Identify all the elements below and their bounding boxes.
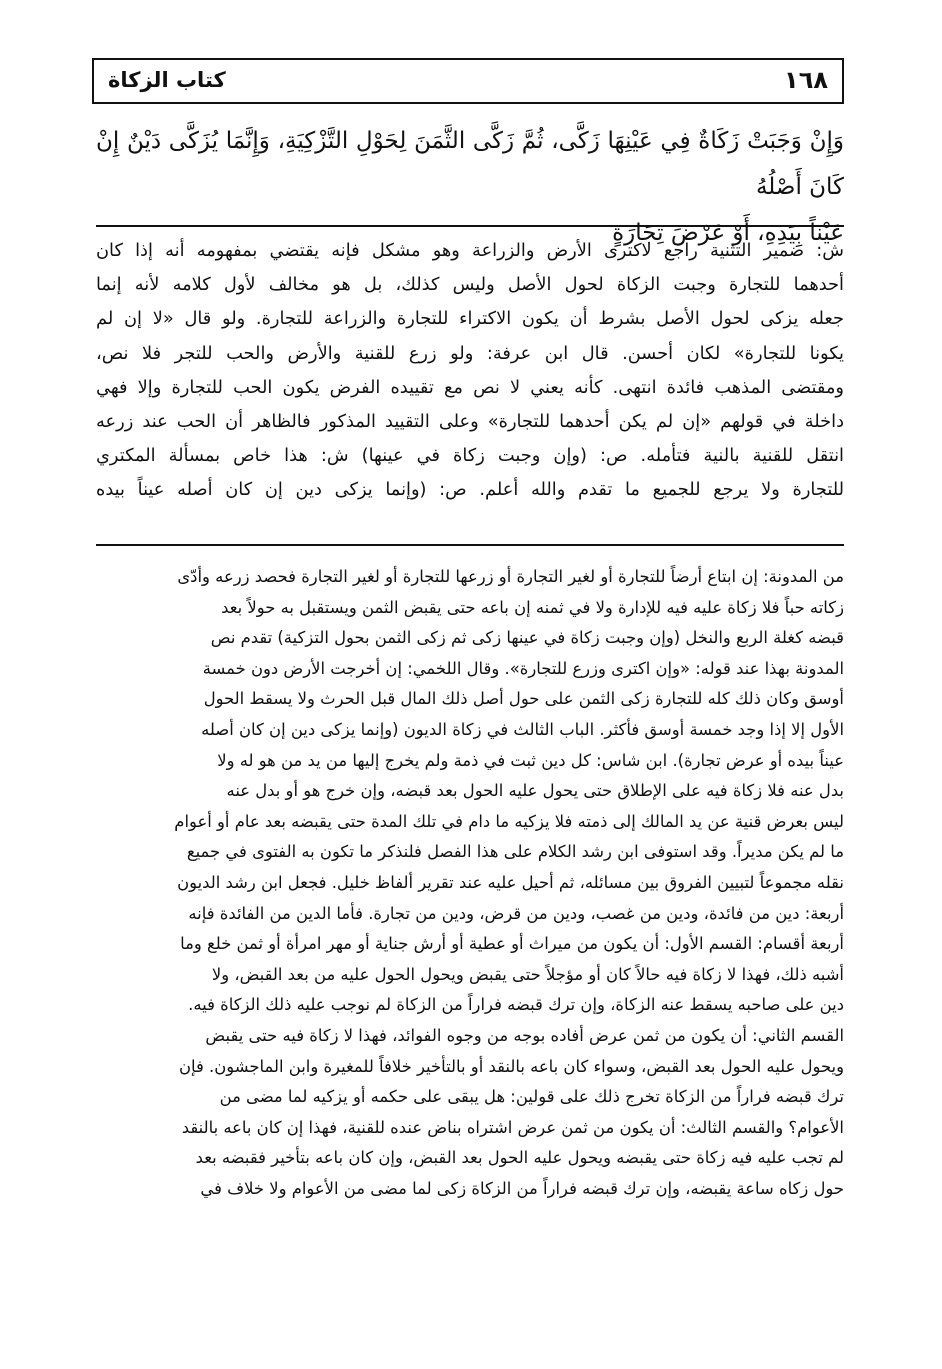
hashiya-line: ويحول عليه الحول بعد القبض، وسواء كان باعه بالنقد أو بالتأخير خلافاً للمغيرة وابن الماجشون. فإن	[178, 1056, 844, 1076]
sharh-line: انتقل للقنية بالنية فتأمله. ص: (وإن وجبت زكاة في عينها) ش: هذا خاص بمسألة المكتري	[96, 445, 844, 467]
hashiya-line: حول زكاه ساعة يقبضه، وإن ترك قبضه فراراً من الزكاة زكى لما مضى من الأعوام ولا خلاف في	[200, 1178, 844, 1198]
sharh-line: جعله يزكى لحول الأصل بشرط أن يكون الاكتراء للتجارة والزراعة للتجارة. ولو قال «لا إن لم	[96, 308, 844, 330]
page-header	[92, 58, 844, 104]
hashiya-line: زكاته حباً فلا زكاة عليه فيه للإدارة ولا في ثمنه إن باعه حتى يقبض الثمن ويستقبل به حولاً بعد	[221, 597, 844, 617]
hashiya-line: نقله مجموعاً لتبيين الفروق بين مسائله، ثم أحيل عليه عند تقرير ألفاظ خليل. فجعل ابن رشد الديون	[177, 872, 844, 892]
hashiya-line: أربعة أقسام: القسم الأول: أن يكون من ميراث أو عطية أو أرش جناية أو مهر امرأة أو ثمن خلع وما	[180, 934, 844, 954]
hashiya-line: أوسق وكان ذلك كله للتجارة زكى الثمن على حول أصل ذلك المال قبل الحرث ولا يسقط الحول	[203, 689, 844, 709]
hashiya-line: من المدونة: إن ابتاع أرضاً للتجارة أو لغير التجارة أو زرعها للتجارة أو لغير التجارة فحصد زرعه وأدّى	[177, 567, 844, 586]
hashiya-line: عيناً بيده أو عرض تجارة). ابن شاس: كل دين ثبت في ذمة ولم يخرج إليها من يد من هو له ولا	[217, 750, 844, 770]
hashiya-line: بدل عنه فلا زكاة فيه على الإطلاق حتى يحول عليه الحول بعد قبضه، وإن خرج هو أو بدل عنه	[226, 781, 844, 801]
hashiya-line: قبضه كغلة الربع والنخل (وإن وجبت زكاة في عينها زكى ثم زكى الثمن بحول التزكية) تقدم نص	[210, 628, 844, 648]
hashiya-line: لم تجب عليه فيه زكاة حتى يقبضه ويحول عليه الحول بعد القبض، وإن كان باعه بتأخير فقبضه بعد	[195, 1148, 844, 1168]
hashiya-line: أشبه ذلك، فهذا لا زكاة فيه حالاً كان أو مؤجلاً حتى يقبض ويحول الحول عليه من بعد القبض، ولا	[211, 964, 844, 984]
hashiya-footnote	[96, 562, 844, 1204]
hashiya-line: المدونة بهذا عند قوله: «وإن اكترى وزرع للتجارة». وقال اللخمي: إن أخرجت الأرض دون خمسة	[202, 658, 844, 678]
divider-line	[96, 544, 844, 546]
hashiya-line: ليس بعرض قنية عن يد المالك إلى ذمته فلا يزكيه ما دام في تلك المدة حتى يقبضه بعد عام أو أعوام	[174, 811, 844, 831]
hashiya-line: الأول إلا إذا وجد خمسة أوسق فأكثر. الباب الثالث في زكاة الديون (وإنما يزكى دين إن كان أصله	[201, 719, 844, 739]
hashiya-line: ما لم يكن مديراً. وقد استوفى ابن رشد الكلام على هذا الفصل فلنذكر ما تكون به الفتوى في جميع	[186, 842, 844, 862]
sharh-line: للتجارة ولا يرجع للجميع ما تقدم والله أعلم. ص: (وإنما يزكى دين إن كان أصله عيناً بيده	[96, 479, 844, 501]
hashiya-line: أربعة: دين من فائدة، ودين من غصب، ودين من قرض، ودين من تجارة. فأما الدين من الفائدة فإنه	[188, 903, 844, 923]
hashiya-line: القسم الثاني: أن يكون من ثمن عرض أفاده بوجه من وجوه الفوائد، فهذا لا زكاة فيه حتى يقبض	[205, 1025, 844, 1045]
hashiya-line: دين على صاحبه يسقط عنه الزكاة، وإن ترك قبضه فراراً من الزكاة لم نوجب عليه ذلك الزكاة فيه.	[188, 995, 844, 1015]
sharh-line: ومقتضى المذهب فائدة انتهى. كأنه يعني لا نص مع تقييده الفرض يكون الحب للتجارة وإلا فهي	[96, 376, 844, 398]
sharh-commentary	[96, 234, 844, 508]
sharh-line: يكونا للتجارة» لكان أحسن. قال ابن عرفة: ولو زرع للقنية والأرض والحب للتجر فلا نص،	[96, 342, 844, 364]
page-number: ١٦٨	[784, 66, 828, 94]
divider-line	[96, 225, 844, 227]
sharh-line: داخلة في قولهم «إن لم يكن أحدهما للتجارة» وعلى التقييد المذكور فالظاهر أن الحب عند زرعه	[96, 411, 844, 433]
matn-line: وَإِنْ وَجَبَتْ زَكَاةٌ فِي عَيْنِهَا زَكَّى، ثُمَّ زَكَّى الثَّمَنَ لِحَوْلِ التَّزْكِيَةِ، وَإِنَّمَا يُزَكَّى دَيْنٌ إِنْ كَانَ أَصْلُهُ	[96, 128, 844, 200]
sharh-line: ش: ضمير التثنية راجع لاكترى الأرض والزراعة وهو مشكل فإنه يقتضي بمفهومه أنه إذا كان	[96, 240, 844, 261]
sharh-line: أحدهما للتجارة وجبت الزكاة لحول الأصل وليس كذلك، بل هو مخالف لأول كلامه لأنه إنما	[96, 274, 844, 296]
matn-line: عَيْناً بِيَدِهِ، أَوْ عَرْضَ تِجَارَةٍ	[612, 220, 844, 246]
hashiya-line: الأعوام؟ والقسم الثالث: أن يكون من ثمن عرض اشتراه بناض عنده للقنية، فهذا إن كان باعه بالنقد	[181, 1117, 844, 1137]
hashiya-line: ترك قبضه فراراً من الزكاة تخرج ذلك على قولين: هل يبقى على حكمه أو يزكيه لما مضى من	[219, 1087, 844, 1107]
book-title: كتاب الزكاة	[108, 68, 226, 92]
